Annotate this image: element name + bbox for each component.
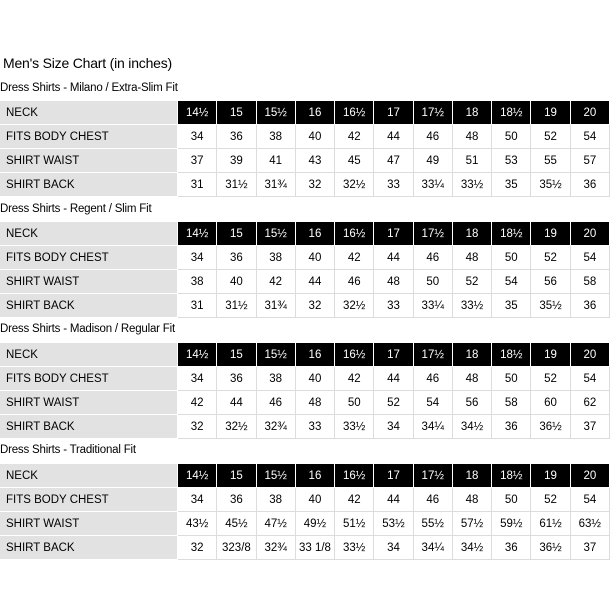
chest-value-cell: 52 — [531, 246, 570, 270]
waist-value-cell: 52 — [453, 270, 492, 294]
neck-row — [0, 222, 610, 246]
chest-value-cell: 42 — [335, 125, 374, 149]
chest-value-cell: 48 — [453, 125, 492, 149]
chest-value-cell: 46 — [414, 367, 453, 391]
chest-row — [0, 488, 610, 512]
row-label: NECK — [0, 222, 178, 246]
chest-value-cell: 40 — [296, 367, 335, 391]
chest-row — [0, 125, 610, 149]
neck-value-cell: 17 — [374, 464, 413, 488]
neck-value-cell: 18½ — [492, 222, 531, 246]
chest-value-cell: 50 — [492, 367, 531, 391]
waist-value-cell: 54 — [492, 270, 531, 294]
chest-value-cell: 52 — [531, 367, 570, 391]
waist-value-cell: 46 — [257, 391, 296, 415]
neck-value-cell: 19 — [531, 222, 570, 246]
back-value-cell: 32¾ — [257, 415, 296, 439]
back-value-cell: 31 — [178, 294, 217, 318]
waist-row — [0, 149, 610, 173]
neck-value-cell: 19 — [531, 101, 570, 125]
back-value-cell: 36 — [571, 173, 610, 197]
waist-value-cell: 58 — [571, 270, 610, 294]
chest-value-cell: 40 — [296, 246, 335, 270]
neck-value-cell: 16 — [296, 343, 335, 367]
neck-row — [0, 464, 610, 488]
back-value-cell: 36 — [492, 536, 531, 560]
back-value-cell: 36½ — [531, 415, 570, 439]
back-value-cell: 33¼ — [414, 294, 453, 318]
neck-value-cell: 17½ — [414, 464, 453, 488]
chest-value-cell: 42 — [335, 488, 374, 512]
back-value-cell: 33½ — [335, 415, 374, 439]
back-value-cell: 32 — [296, 294, 335, 318]
size-table — [0, 222, 610, 318]
neck-value-cell: 20 — [571, 101, 610, 125]
back-value-cell: 33½ — [453, 173, 492, 197]
row-label: SHIRT BACK — [0, 294, 178, 318]
row-label: FITS BODY CHEST — [0, 125, 178, 149]
row-label: SHIRT WAIST — [0, 270, 178, 294]
chest-value-cell: 36 — [217, 367, 256, 391]
back-value-cell: 32 — [296, 173, 335, 197]
back-value-cell: 34½ — [453, 536, 492, 560]
neck-value-cell: 16 — [296, 101, 335, 125]
neck-value-cell: 14½ — [178, 464, 217, 488]
waist-value-cell: 47½ — [257, 512, 296, 536]
neck-value-cell: 16½ — [335, 222, 374, 246]
row-label: SHIRT BACK — [0, 415, 178, 439]
waist-value-cell: 44 — [296, 270, 335, 294]
chest-value-cell: 38 — [257, 488, 296, 512]
chest-value-cell: 36 — [217, 488, 256, 512]
neck-value-cell: 16½ — [335, 343, 374, 367]
waist-value-cell: 59½ — [492, 512, 531, 536]
waist-value-cell: 45½ — [217, 512, 256, 536]
chest-value-cell: 54 — [571, 125, 610, 149]
waist-value-cell: 38 — [178, 270, 217, 294]
neck-value-cell: 16½ — [335, 101, 374, 125]
chest-value-cell: 44 — [374, 125, 413, 149]
page-title: Men's Size Chart (in inches) — [3, 55, 173, 71]
waist-value-cell: 40 — [217, 270, 256, 294]
neck-value-cell: 15 — [217, 464, 256, 488]
back-value-cell: 31¾ — [257, 173, 296, 197]
chest-value-cell: 34 — [178, 246, 217, 270]
neck-value-cell: 14½ — [178, 101, 217, 125]
neck-value-cell: 16½ — [335, 464, 374, 488]
neck-value-cell: 18½ — [492, 464, 531, 488]
neck-value-cell: 15 — [217, 101, 256, 125]
neck-value-cell: 15 — [217, 343, 256, 367]
chest-value-cell: 42 — [335, 246, 374, 270]
back-value-cell: 33 — [374, 173, 413, 197]
row-label: SHIRT WAIST — [0, 512, 178, 536]
back-value-cell: 35 — [492, 173, 531, 197]
chest-value-cell: 50 — [492, 488, 531, 512]
chest-value-cell: 44 — [374, 488, 413, 512]
waist-value-cell: 45 — [335, 149, 374, 173]
waist-value-cell: 58 — [492, 391, 531, 415]
row-label: SHIRT BACK — [0, 536, 178, 560]
chest-value-cell: 36 — [217, 125, 256, 149]
waist-row — [0, 391, 610, 415]
back-value-cell: 32½ — [335, 173, 374, 197]
neck-value-cell: 18½ — [492, 101, 531, 125]
waist-value-cell: 43½ — [178, 512, 217, 536]
waist-value-cell: 51 — [453, 149, 492, 173]
neck-row — [0, 343, 610, 367]
neck-value-cell: 14½ — [178, 222, 217, 246]
neck-value-cell: 15 — [217, 222, 256, 246]
section-title: Dress Shirts - Traditional Fit — [0, 444, 136, 456]
back-row — [0, 536, 610, 560]
back-value-cell: 33 — [296, 415, 335, 439]
back-value-cell: 34 — [374, 415, 413, 439]
neck-value-cell: 15½ — [257, 101, 296, 125]
chest-value-cell: 34 — [178, 125, 217, 149]
neck-value-cell: 17 — [374, 343, 413, 367]
back-value-cell: 35½ — [531, 294, 570, 318]
chest-row — [0, 246, 610, 270]
neck-value-cell: 20 — [571, 343, 610, 367]
waist-value-cell: 52 — [374, 391, 413, 415]
neck-value-cell: 18 — [453, 101, 492, 125]
chest-value-cell: 54 — [571, 367, 610, 391]
chest-value-cell: 34 — [178, 488, 217, 512]
chest-value-cell: 46 — [414, 488, 453, 512]
back-value-cell: 32 — [178, 536, 217, 560]
neck-value-cell: 17½ — [414, 222, 453, 246]
chest-value-cell: 54 — [571, 488, 610, 512]
neck-value-cell: 18½ — [492, 343, 531, 367]
chest-value-cell: 46 — [414, 125, 453, 149]
chest-value-cell: 44 — [374, 367, 413, 391]
row-label: FITS BODY CHEST — [0, 367, 178, 391]
chest-value-cell: 38 — [257, 367, 296, 391]
waist-value-cell: 63½ — [571, 512, 610, 536]
waist-value-cell: 60 — [531, 391, 570, 415]
back-value-cell: 32 — [178, 415, 217, 439]
back-value-cell: 34¼ — [414, 536, 453, 560]
waist-value-cell: 39 — [217, 149, 256, 173]
waist-value-cell: 55½ — [414, 512, 453, 536]
waist-value-cell: 42 — [257, 270, 296, 294]
waist-value-cell: 42 — [178, 391, 217, 415]
neck-value-cell: 15½ — [257, 343, 296, 367]
chest-value-cell: 52 — [531, 125, 570, 149]
chest-value-cell: 44 — [374, 246, 413, 270]
neck-value-cell: 18 — [453, 222, 492, 246]
back-value-cell: 31¾ — [257, 294, 296, 318]
chest-value-cell: 52 — [531, 488, 570, 512]
chest-value-cell: 50 — [492, 246, 531, 270]
waist-value-cell: 56 — [531, 270, 570, 294]
row-label: FITS BODY CHEST — [0, 246, 178, 270]
chest-value-cell: 40 — [296, 488, 335, 512]
waist-value-cell: 62 — [571, 391, 610, 415]
neck-value-cell: 14½ — [178, 343, 217, 367]
waist-value-cell: 54 — [414, 391, 453, 415]
neck-value-cell: 15½ — [257, 222, 296, 246]
chest-value-cell: 34 — [178, 367, 217, 391]
neck-value-cell: 19 — [531, 343, 570, 367]
back-value-cell: 31½ — [217, 294, 256, 318]
waist-value-cell: 48 — [296, 391, 335, 415]
chest-value-cell: 54 — [571, 246, 610, 270]
back-value-cell: 33 — [374, 294, 413, 318]
waist-value-cell: 53½ — [374, 512, 413, 536]
waist-value-cell: 47 — [374, 149, 413, 173]
row-label: FITS BODY CHEST — [0, 488, 178, 512]
neck-value-cell: 15½ — [257, 464, 296, 488]
back-value-cell: 34 — [374, 536, 413, 560]
section-title: Dress Shirts - Regent / Slim Fit — [0, 203, 152, 215]
waist-value-cell: 55 — [531, 149, 570, 173]
chest-value-cell: 50 — [492, 125, 531, 149]
chest-value-cell: 36 — [217, 246, 256, 270]
back-value-cell: 34½ — [453, 415, 492, 439]
waist-value-cell: 51½ — [335, 512, 374, 536]
row-label: SHIRT WAIST — [0, 391, 178, 415]
waist-row — [0, 270, 610, 294]
row-label: NECK — [0, 101, 178, 125]
neck-value-cell: 20 — [571, 222, 610, 246]
waist-value-cell: 56 — [453, 391, 492, 415]
waist-value-cell: 49½ — [296, 512, 335, 536]
back-value-cell: 33½ — [335, 536, 374, 560]
size-table — [0, 101, 610, 197]
back-value-cell: 32¾ — [257, 536, 296, 560]
waist-value-cell: 41 — [257, 149, 296, 173]
waist-value-cell: 53 — [492, 149, 531, 173]
chest-value-cell: 48 — [453, 488, 492, 512]
back-row — [0, 173, 610, 197]
back-value-cell: 35 — [492, 294, 531, 318]
chest-value-cell: 40 — [296, 125, 335, 149]
waist-value-cell: 49 — [414, 149, 453, 173]
row-label: NECK — [0, 464, 178, 488]
back-value-cell: 37 — [571, 415, 610, 439]
neck-value-cell: 20 — [571, 464, 610, 488]
size-table — [0, 464, 610, 560]
neck-value-cell: 19 — [531, 464, 570, 488]
neck-value-cell: 16 — [296, 464, 335, 488]
neck-value-cell: 17½ — [414, 343, 453, 367]
back-row — [0, 294, 610, 318]
back-value-cell: 32½ — [217, 415, 256, 439]
waist-value-cell: 37 — [178, 149, 217, 173]
back-value-cell: 323/8 — [217, 536, 256, 560]
neck-value-cell: 16 — [296, 222, 335, 246]
waist-row — [0, 512, 610, 536]
waist-value-cell: 44 — [217, 391, 256, 415]
chest-value-cell: 48 — [453, 246, 492, 270]
back-value-cell: 31 — [178, 173, 217, 197]
row-label: SHIRT BACK — [0, 173, 178, 197]
chest-value-cell: 38 — [257, 246, 296, 270]
chest-row — [0, 367, 610, 391]
neck-row — [0, 101, 610, 125]
chest-value-cell: 42 — [335, 367, 374, 391]
back-value-cell: 31½ — [217, 173, 256, 197]
row-label: SHIRT WAIST — [0, 149, 178, 173]
neck-value-cell: 17 — [374, 101, 413, 125]
row-label: NECK — [0, 343, 178, 367]
back-value-cell: 36½ — [531, 536, 570, 560]
back-row — [0, 415, 610, 439]
waist-value-cell: 48 — [374, 270, 413, 294]
back-value-cell: 32½ — [335, 294, 374, 318]
back-value-cell: 33¼ — [414, 173, 453, 197]
back-value-cell: 33 1/8 — [296, 536, 335, 560]
waist-value-cell: 50 — [414, 270, 453, 294]
back-value-cell: 36 — [571, 294, 610, 318]
chest-value-cell: 46 — [414, 246, 453, 270]
back-value-cell: 33½ — [453, 294, 492, 318]
waist-value-cell: 57 — [571, 149, 610, 173]
neck-value-cell: 17½ — [414, 101, 453, 125]
back-value-cell: 37 — [571, 536, 610, 560]
neck-value-cell: 17 — [374, 222, 413, 246]
chest-value-cell: 48 — [453, 367, 492, 391]
section-title: Dress Shirts - Madison / Regular Fit — [0, 323, 175, 335]
size-table — [0, 343, 610, 439]
waist-value-cell: 43 — [296, 149, 335, 173]
neck-value-cell: 18 — [453, 343, 492, 367]
chest-value-cell: 38 — [257, 125, 296, 149]
waist-value-cell: 50 — [335, 391, 374, 415]
back-value-cell: 35½ — [531, 173, 570, 197]
back-value-cell: 34¼ — [414, 415, 453, 439]
neck-value-cell: 18 — [453, 464, 492, 488]
waist-value-cell: 57½ — [453, 512, 492, 536]
waist-value-cell: 46 — [335, 270, 374, 294]
waist-value-cell: 61½ — [531, 512, 570, 536]
section-title: Dress Shirts - Milano / Extra-Slim Fit — [0, 82, 178, 94]
back-value-cell: 36 — [492, 415, 531, 439]
